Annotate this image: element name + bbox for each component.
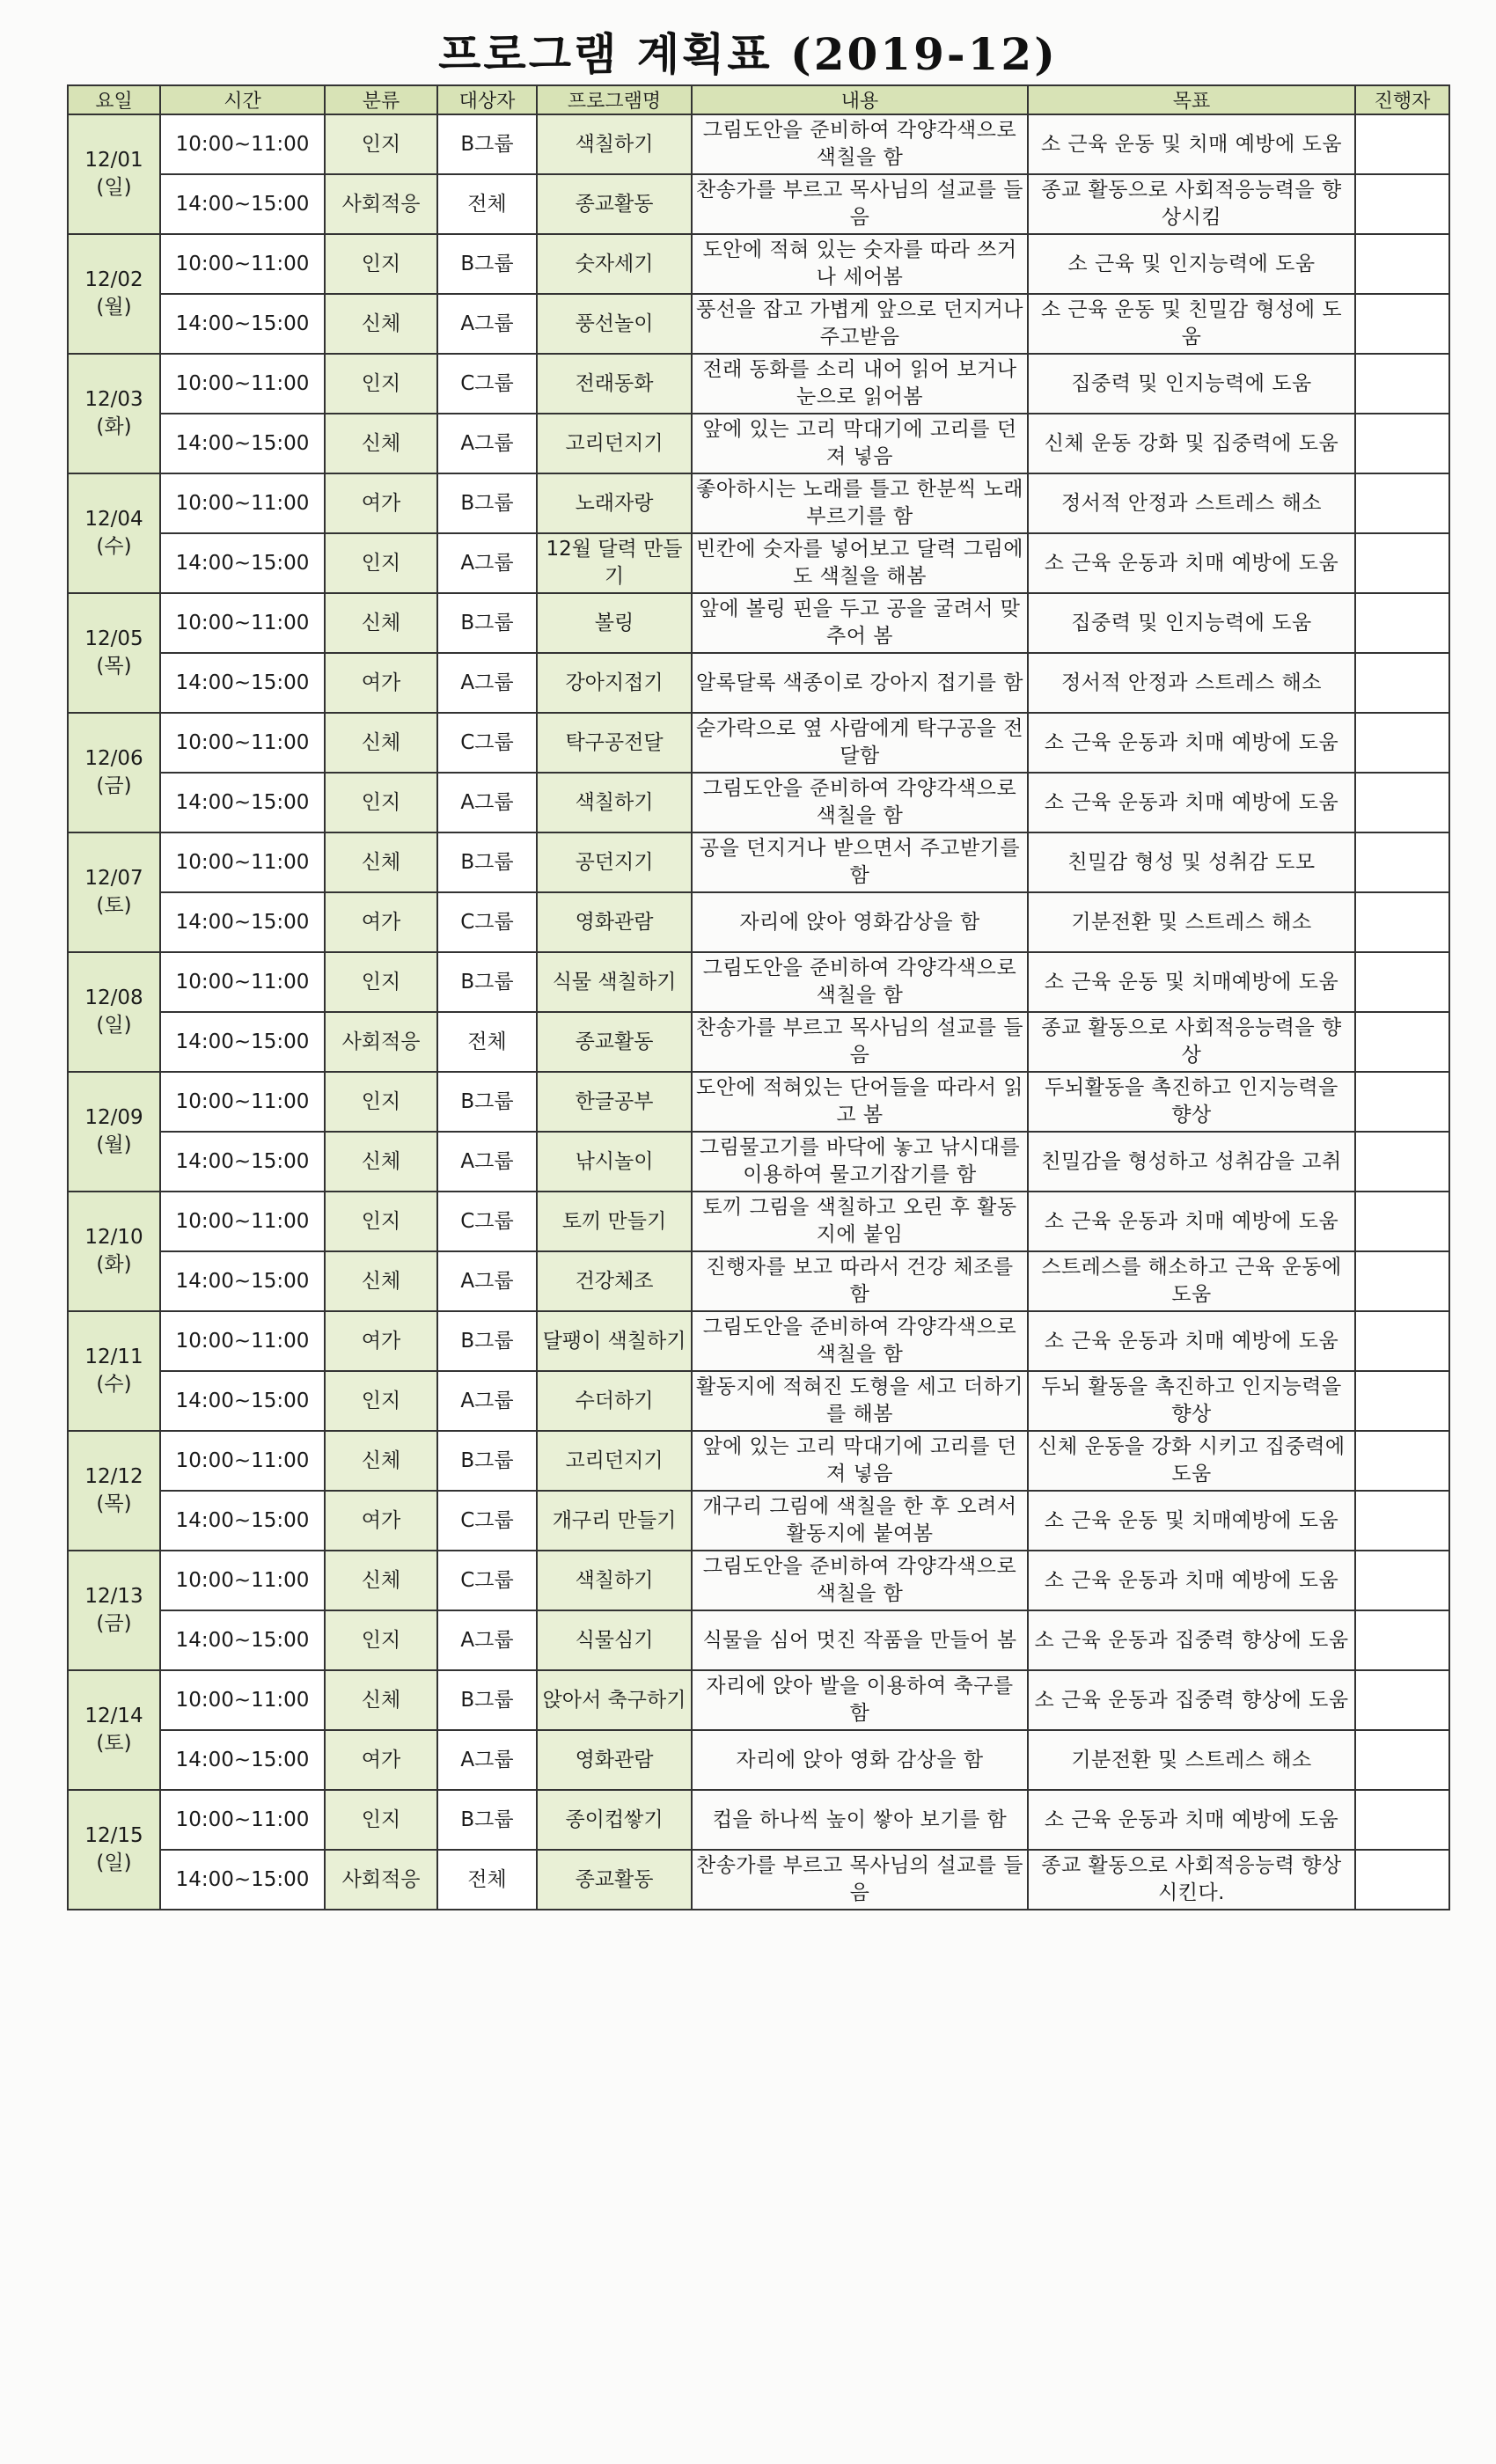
time-cell: 14:00~15:00 xyxy=(160,892,325,952)
day-of-week: (일) xyxy=(96,176,132,199)
day-date: 12/03 xyxy=(84,388,143,411)
header-program: 프로그램명 xyxy=(537,85,692,114)
day-cell xyxy=(68,473,160,593)
content-cell: 그림도안을 준비하여 각양각색으로 색칠을 함 xyxy=(692,952,1028,1012)
leader-cell xyxy=(1355,354,1449,414)
table-row xyxy=(68,1371,1449,1431)
target-group-cell: B그룹 xyxy=(437,1431,537,1491)
program-name-cell: 고리던지기 xyxy=(537,414,692,473)
content-cell: 앞에 볼링 핀을 두고 공을 굴려서 맞추어 봄 xyxy=(692,593,1028,653)
goal-cell: 소 근육 운동과 집중력 향상에 도움 xyxy=(1028,1610,1355,1670)
time-cell: 14:00~15:00 xyxy=(160,1610,325,1670)
day-of-week: (수) xyxy=(96,535,132,558)
leader-cell xyxy=(1355,952,1449,1012)
table-row xyxy=(68,1850,1449,1910)
category-cell: 사회적응 xyxy=(325,174,437,234)
leader-cell xyxy=(1355,1610,1449,1670)
content-cell: 활동지에 적혀진 도형을 세고 더하기를 해봄 xyxy=(692,1371,1028,1431)
table-row xyxy=(68,892,1449,952)
goal-cell: 정서적 안정과 스트레스 해소 xyxy=(1028,473,1355,533)
time-cell: 10:00~11:00 xyxy=(160,832,325,892)
goal-cell: 종교 활동으로 사회적응능력을 향상시킴 xyxy=(1028,174,1355,234)
time-cell: 10:00~11:00 xyxy=(160,473,325,533)
header-category: 분류 xyxy=(325,85,437,114)
goal-cell: 스트레스를 해소하고 근육 운동에 도움 xyxy=(1028,1251,1355,1311)
leader-cell xyxy=(1355,653,1449,713)
time-cell: 10:00~11:00 xyxy=(160,1551,325,1610)
leader-cell xyxy=(1355,1491,1449,1551)
leader-cell xyxy=(1355,294,1449,354)
table-row xyxy=(68,1551,1449,1610)
day-date: 12/07 xyxy=(84,867,143,890)
leader-cell xyxy=(1355,1730,1449,1790)
day-date: 12/13 xyxy=(84,1585,143,1608)
target-group-cell: B그룹 xyxy=(437,1311,537,1371)
program-name-cell: 색칠하기 xyxy=(537,114,692,174)
table-row xyxy=(68,1192,1449,1251)
category-cell: 여가 xyxy=(325,892,437,952)
target-group-cell: 전체 xyxy=(437,1850,537,1910)
goal-cell: 친밀감을 형성하고 성취감을 고취 xyxy=(1028,1132,1355,1192)
target-group-cell: B그룹 xyxy=(437,1670,537,1730)
day-cell xyxy=(68,1551,160,1670)
target-group-cell: B그룹 xyxy=(437,1072,537,1132)
program-name-cell: 고리던지기 xyxy=(537,1431,692,1491)
table-row xyxy=(68,1491,1449,1551)
day-of-week: (화) xyxy=(96,415,132,438)
document-title: 프로그램 계획표 (2019-12) xyxy=(438,28,1058,80)
target-group-cell: B그룹 xyxy=(437,1790,537,1850)
time-cell: 10:00~11:00 xyxy=(160,952,325,1012)
content-cell: 그림도안을 준비하여 각양각색으로 색칠을 함 xyxy=(692,114,1028,174)
leader-cell xyxy=(1355,892,1449,952)
category-cell: 여가 xyxy=(325,1311,437,1371)
leader-cell xyxy=(1355,1192,1449,1251)
leader-cell xyxy=(1355,414,1449,473)
category-cell: 인지 xyxy=(325,114,437,174)
day-of-week: (금) xyxy=(96,774,132,797)
target-group-cell: B그룹 xyxy=(437,234,537,294)
goal-cell: 종교 활동으로 사회적응능력을 향상 xyxy=(1028,1012,1355,1072)
leader-cell xyxy=(1355,832,1449,892)
target-group-cell: C그룹 xyxy=(437,1491,537,1551)
time-cell: 14:00~15:00 xyxy=(160,1491,325,1551)
table-row xyxy=(68,1072,1449,1132)
goal-cell: 소 근육 운동 및 치매예방에 도움 xyxy=(1028,1491,1355,1551)
time-cell: 10:00~11:00 xyxy=(160,593,325,653)
header-time: 시간 xyxy=(160,85,325,114)
day-of-week: (토) xyxy=(96,894,132,917)
leader-cell xyxy=(1355,1251,1449,1311)
table-row xyxy=(68,414,1449,473)
day-cell xyxy=(68,234,160,354)
day-cell xyxy=(68,1192,160,1311)
header-leader: 진행자 xyxy=(1355,85,1449,114)
target-group-cell: B그룹 xyxy=(437,832,537,892)
day-cell xyxy=(68,1072,160,1192)
program-name-cell: 식물 색칠하기 xyxy=(537,952,692,1012)
goal-cell: 소 근육 운동과 집중력 향상에 도움 xyxy=(1028,1670,1355,1730)
program-name-cell: 건강체조 xyxy=(537,1251,692,1311)
time-cell: 10:00~11:00 xyxy=(160,1072,325,1132)
target-group-cell: 전체 xyxy=(437,1012,537,1072)
schedule-body xyxy=(68,114,1449,1910)
target-group-cell: A그룹 xyxy=(437,1371,537,1431)
program-name-cell: 노래자랑 xyxy=(537,473,692,533)
program-name-cell: 토끼 만들기 xyxy=(537,1192,692,1251)
program-name-cell: 숫자세기 xyxy=(537,234,692,294)
table-row xyxy=(68,1730,1449,1790)
time-cell: 10:00~11:00 xyxy=(160,1192,325,1251)
leader-cell xyxy=(1355,1371,1449,1431)
target-group-cell: C그룹 xyxy=(437,1551,537,1610)
content-cell: 식물을 심어 멋진 작품을 만들어 봄 xyxy=(692,1610,1028,1670)
table-row xyxy=(68,1132,1449,1192)
leader-cell xyxy=(1355,1431,1449,1491)
day-date: 12/01 xyxy=(84,149,143,172)
day-of-week: (월) xyxy=(96,296,132,319)
day-date: 12/02 xyxy=(84,268,143,291)
day-date: 12/11 xyxy=(84,1346,143,1368)
day-of-week: (화) xyxy=(96,1253,132,1276)
content-cell: 공을 던지거나 받으면서 주고받기를 함 xyxy=(692,832,1028,892)
content-cell: 빈칸에 숫자를 넣어보고 달력 그림에도 색칠을 해봄 xyxy=(692,533,1028,593)
table-row xyxy=(68,1670,1449,1730)
category-cell: 인지 xyxy=(325,1790,437,1850)
day-of-week: (일) xyxy=(96,1014,132,1037)
header-goal: 목표 xyxy=(1028,85,1355,114)
table-row xyxy=(68,1431,1449,1491)
program-name-cell: 영화관람 xyxy=(537,1730,692,1790)
category-cell: 인지 xyxy=(325,952,437,1012)
category-cell: 신체 xyxy=(325,1251,437,1311)
time-cell: 14:00~15:00 xyxy=(160,533,325,593)
category-cell: 사회적응 xyxy=(325,1012,437,1072)
table-row xyxy=(68,593,1449,653)
category-cell: 인지 xyxy=(325,1610,437,1670)
time-cell: 10:00~11:00 xyxy=(160,713,325,773)
program-name-cell: 앉아서 축구하기 xyxy=(537,1670,692,1730)
program-name-cell: 수더하기 xyxy=(537,1371,692,1431)
category-cell: 인지 xyxy=(325,1192,437,1251)
program-name-cell: 풍선놀이 xyxy=(537,294,692,354)
table-row xyxy=(68,1610,1449,1670)
program-name-cell: 종교활동 xyxy=(537,1012,692,1072)
target-group-cell: C그룹 xyxy=(437,713,537,773)
program-schedule-table xyxy=(67,84,1450,1910)
leader-cell xyxy=(1355,1790,1449,1850)
category-cell: 신체 xyxy=(325,1670,437,1730)
target-group-cell: A그룹 xyxy=(437,653,537,713)
content-cell: 앞에 있는 고리 막대기에 고리를 던져 넣음 xyxy=(692,1431,1028,1491)
header-target: 대상자 xyxy=(437,85,537,114)
day-of-week: (일) xyxy=(96,1852,132,1874)
goal-cell: 집중력 및 인지능력에 도움 xyxy=(1028,354,1355,414)
time-cell: 10:00~11:00 xyxy=(160,354,325,414)
day-date: 12/08 xyxy=(84,986,143,1009)
program-name-cell: 한글공부 xyxy=(537,1072,692,1132)
day-cell xyxy=(68,1311,160,1431)
time-cell: 14:00~15:00 xyxy=(160,1012,325,1072)
content-cell: 찬송가를 부르고 목사님의 설교를 들음 xyxy=(692,1012,1028,1072)
program-name-cell: 개구리 만들기 xyxy=(537,1491,692,1551)
content-cell: 도안에 적혀 있는 숫자를 따라 쓰거나 세어봄 xyxy=(692,234,1028,294)
program-name-cell: 영화관람 xyxy=(537,892,692,952)
time-cell: 14:00~15:00 xyxy=(160,1132,325,1192)
day-date: 12/12 xyxy=(84,1465,143,1488)
leader-cell xyxy=(1355,174,1449,234)
day-date: 12/05 xyxy=(84,627,143,650)
leader-cell xyxy=(1355,114,1449,174)
day-date: 12/06 xyxy=(84,747,143,770)
day-cell xyxy=(68,1790,160,1910)
category-cell: 신체 xyxy=(325,713,437,773)
category-cell: 여가 xyxy=(325,653,437,713)
leader-cell xyxy=(1355,1551,1449,1610)
header-content: 내용 xyxy=(692,85,1028,114)
table-row xyxy=(68,473,1449,533)
target-group-cell: B그룹 xyxy=(437,593,537,653)
goal-cell: 소 근육 운동 및 친밀감 형성에 도움 xyxy=(1028,294,1355,354)
header-row xyxy=(68,85,1449,114)
target-group-cell: B그룹 xyxy=(437,114,537,174)
content-cell: 전래 동화를 소리 내어 읽어 보거나 눈으로 읽어봄 xyxy=(692,354,1028,414)
content-cell: 그림도안을 준비하여 각양각색으로 색칠을 함 xyxy=(692,1551,1028,1610)
target-group-cell: C그룹 xyxy=(437,1192,537,1251)
target-group-cell: A그룹 xyxy=(437,414,537,473)
program-name-cell: 종교활동 xyxy=(537,174,692,234)
table-row xyxy=(68,832,1449,892)
leader-cell xyxy=(1355,1311,1449,1371)
table-row xyxy=(68,713,1449,773)
goal-cell: 기분전환 및 스트레스 해소 xyxy=(1028,892,1355,952)
goal-cell: 소 근육 운동과 치매 예방에 도움 xyxy=(1028,1192,1355,1251)
target-group-cell: A그룹 xyxy=(437,533,537,593)
target-group-cell: A그룹 xyxy=(437,1730,537,1790)
day-cell xyxy=(68,952,160,1072)
target-group-cell: A그룹 xyxy=(437,294,537,354)
goal-cell: 기분전환 및 스트레스 해소 xyxy=(1028,1730,1355,1790)
category-cell: 신체 xyxy=(325,593,437,653)
category-cell: 인지 xyxy=(325,234,437,294)
category-cell: 신체 xyxy=(325,1132,437,1192)
content-cell: 숟가락으로 옆 사람에게 탁구공을 전달함 xyxy=(692,713,1028,773)
content-cell: 자리에 앉아 발을 이용하여 축구를 함 xyxy=(692,1670,1028,1730)
table-row xyxy=(68,354,1449,414)
leader-cell xyxy=(1355,1072,1449,1132)
goal-cell: 소 근육 운동과 치매 예방에 도움 xyxy=(1028,533,1355,593)
content-cell: 그림도안을 준비하여 각양각색으로 색칠을 함 xyxy=(692,1311,1028,1371)
category-cell: 인지 xyxy=(325,533,437,593)
leader-cell xyxy=(1355,533,1449,593)
day-date: 12/15 xyxy=(84,1824,143,1847)
leader-cell xyxy=(1355,593,1449,653)
content-cell: 도안에 적혀있는 단어들을 따라서 읽고 봄 xyxy=(692,1072,1028,1132)
table-row xyxy=(68,294,1449,354)
day-of-week: (금) xyxy=(96,1612,132,1635)
program-name-cell: 탁구공전달 xyxy=(537,713,692,773)
target-group-cell: B그룹 xyxy=(437,473,537,533)
program-name-cell: 볼링 xyxy=(537,593,692,653)
category-cell: 신체 xyxy=(325,414,437,473)
goal-cell: 소 근육 운동 및 치매 예방에 도움 xyxy=(1028,114,1355,174)
program-name-cell: 종이컵쌓기 xyxy=(537,1790,692,1850)
category-cell: 여가 xyxy=(325,1730,437,1790)
program-name-cell: 강아지접기 xyxy=(537,653,692,713)
time-cell: 10:00~11:00 xyxy=(160,234,325,294)
content-cell: 풍선을 잡고 가볍게 앞으로 던지거나 주고받음 xyxy=(692,294,1028,354)
goal-cell: 소 근육 운동과 치매 예방에 도움 xyxy=(1028,1311,1355,1371)
leader-cell xyxy=(1355,1850,1449,1910)
goal-cell: 소 근육 운동과 치매 예방에 도움 xyxy=(1028,1551,1355,1610)
time-cell: 10:00~11:00 xyxy=(160,1431,325,1491)
table-row xyxy=(68,1012,1449,1072)
program-name-cell: 낚시놀이 xyxy=(537,1132,692,1192)
category-cell: 신체 xyxy=(325,1431,437,1491)
table-row xyxy=(68,234,1449,294)
content-cell: 앞에 있는 고리 막대기에 고리를 던져 넣음 xyxy=(692,414,1028,473)
table-row xyxy=(68,773,1449,832)
goal-cell: 소 근육 운동과 치매 예방에 도움 xyxy=(1028,1790,1355,1850)
goal-cell: 소 근육 운동과 치매 예방에 도움 xyxy=(1028,713,1355,773)
leader-cell xyxy=(1355,1670,1449,1730)
time-cell: 10:00~11:00 xyxy=(160,1790,325,1850)
day-cell xyxy=(68,1431,160,1551)
target-group-cell: A그룹 xyxy=(437,1132,537,1192)
leader-cell xyxy=(1355,1012,1449,1072)
day-cell xyxy=(68,354,160,473)
time-cell: 14:00~15:00 xyxy=(160,1730,325,1790)
program-name-cell: 종교활동 xyxy=(537,1850,692,1910)
goal-cell: 정서적 안정과 스트레스 해소 xyxy=(1028,653,1355,713)
target-group-cell: C그룹 xyxy=(437,892,537,952)
day-of-week: (월) xyxy=(96,1133,132,1156)
time-cell: 14:00~15:00 xyxy=(160,653,325,713)
day-of-week: (토) xyxy=(96,1732,132,1755)
goal-cell: 두뇌 활동을 촉진하고 인지능력을 향상 xyxy=(1028,1371,1355,1431)
day-date: 12/14 xyxy=(84,1705,143,1727)
target-group-cell: B그룹 xyxy=(437,952,537,1012)
target-group-cell: A그룹 xyxy=(437,1610,537,1670)
goal-cell: 두뇌활동을 촉진하고 인지능력을 향상 xyxy=(1028,1072,1355,1132)
time-cell: 14:00~15:00 xyxy=(160,414,325,473)
day-date: 12/09 xyxy=(84,1106,143,1129)
leader-cell xyxy=(1355,1132,1449,1192)
target-group-cell: A그룹 xyxy=(437,1251,537,1311)
program-name-cell: 색칠하기 xyxy=(537,1551,692,1610)
table-row xyxy=(68,174,1449,234)
day-cell xyxy=(68,114,160,234)
content-cell: 좋아하시는 노래를 틀고 한분씩 노래 부르기를 함 xyxy=(692,473,1028,533)
time-cell: 10:00~11:00 xyxy=(160,1670,325,1730)
target-group-cell: C그룹 xyxy=(437,354,537,414)
table-row xyxy=(68,1311,1449,1371)
category-cell: 신체 xyxy=(325,832,437,892)
table-row xyxy=(68,114,1449,174)
time-cell: 10:00~11:00 xyxy=(160,1311,325,1371)
day-of-week: (수) xyxy=(96,1373,132,1396)
goal-cell: 신체 운동을 강화 시키고 집중력에 도움 xyxy=(1028,1431,1355,1491)
content-cell: 알록달록 색종이로 강아지 접기를 함 xyxy=(692,653,1028,713)
target-group-cell: 전체 xyxy=(437,174,537,234)
day-of-week: (목) xyxy=(96,1492,132,1515)
day-date: 12/10 xyxy=(84,1226,143,1249)
category-cell: 여가 xyxy=(325,1491,437,1551)
content-cell: 찬송가를 부르고 목사님의 설교를 들음 xyxy=(692,174,1028,234)
content-cell: 그림도안을 준비하여 각양각색으로 색칠을 함 xyxy=(692,773,1028,832)
time-cell: 14:00~15:00 xyxy=(160,174,325,234)
day-cell xyxy=(68,593,160,713)
day-of-week: (목) xyxy=(96,655,132,678)
program-name-cell: 달팽이 색칠하기 xyxy=(537,1311,692,1371)
time-cell: 14:00~15:00 xyxy=(160,1371,325,1431)
day-cell xyxy=(68,832,160,952)
category-cell: 인지 xyxy=(325,1371,437,1431)
category-cell: 사회적응 xyxy=(325,1850,437,1910)
content-cell: 자리에 앉아 영화감상을 함 xyxy=(692,892,1028,952)
category-cell: 인지 xyxy=(325,773,437,832)
program-name-cell: 공던지기 xyxy=(537,832,692,892)
content-cell: 토끼 그림을 색칠하고 오린 후 활동지에 붙임 xyxy=(692,1192,1028,1251)
table-row xyxy=(68,1790,1449,1850)
program-name-cell: 식물심기 xyxy=(537,1610,692,1670)
day-date: 12/04 xyxy=(84,508,143,531)
day-cell xyxy=(68,1670,160,1790)
table-row xyxy=(68,653,1449,713)
goal-cell: 종교 활동으로 사회적응능력 향상시킨다. xyxy=(1028,1850,1355,1910)
program-name-cell: 전래동화 xyxy=(537,354,692,414)
content-cell: 찬송가를 부르고 목사님의 설교를 들음 xyxy=(692,1850,1028,1910)
program-name-cell: 12월 달력 만들기 xyxy=(537,533,692,593)
header-day: 요일 xyxy=(68,85,160,114)
time-cell: 14:00~15:00 xyxy=(160,773,325,832)
goal-cell: 신체 운동 강화 및 집중력에 도움 xyxy=(1028,414,1355,473)
table-row xyxy=(68,952,1449,1012)
category-cell: 신체 xyxy=(325,1551,437,1610)
time-cell: 10:00~11:00 xyxy=(160,114,325,174)
leader-cell xyxy=(1355,473,1449,533)
content-cell: 자리에 앉아 영화 감상을 함 xyxy=(692,1730,1028,1790)
target-group-cell: A그룹 xyxy=(437,773,537,832)
content-cell: 그림물고기를 바닥에 놓고 낚시대를 이용하여 물고기잡기를 함 xyxy=(692,1132,1028,1192)
time-cell: 14:00~15:00 xyxy=(160,1251,325,1311)
category-cell: 신체 xyxy=(325,294,437,354)
content-cell: 컵을 하나씩 높이 쌓아 보기를 함 xyxy=(692,1790,1028,1850)
goal-cell: 소 근육 운동 및 치매예방에 도움 xyxy=(1028,952,1355,1012)
category-cell: 여가 xyxy=(325,473,437,533)
category-cell: 인지 xyxy=(325,354,437,414)
goal-cell: 친밀감 형성 및 성취감 도모 xyxy=(1028,832,1355,892)
leader-cell xyxy=(1355,773,1449,832)
leader-cell xyxy=(1355,713,1449,773)
time-cell: 14:00~15:00 xyxy=(160,294,325,354)
table-row xyxy=(68,533,1449,593)
content-cell: 개구리 그림에 색칠을 한 후 오려서 활동지에 붙여봄 xyxy=(692,1491,1028,1551)
leader-cell xyxy=(1355,234,1449,294)
time-cell: 14:00~15:00 xyxy=(160,1850,325,1910)
goal-cell: 소 근육 운동과 치매 예방에 도움 xyxy=(1028,773,1355,832)
table-row xyxy=(68,1251,1449,1311)
program-name-cell: 색칠하기 xyxy=(537,773,692,832)
content-cell: 진행자를 보고 따라서 건강 체조를 함 xyxy=(692,1251,1028,1311)
day-cell xyxy=(68,713,160,832)
goal-cell: 집중력 및 인지능력에 도움 xyxy=(1028,593,1355,653)
category-cell: 인지 xyxy=(325,1072,437,1132)
goal-cell: 소 근육 및 인지능력에 도움 xyxy=(1028,234,1355,294)
